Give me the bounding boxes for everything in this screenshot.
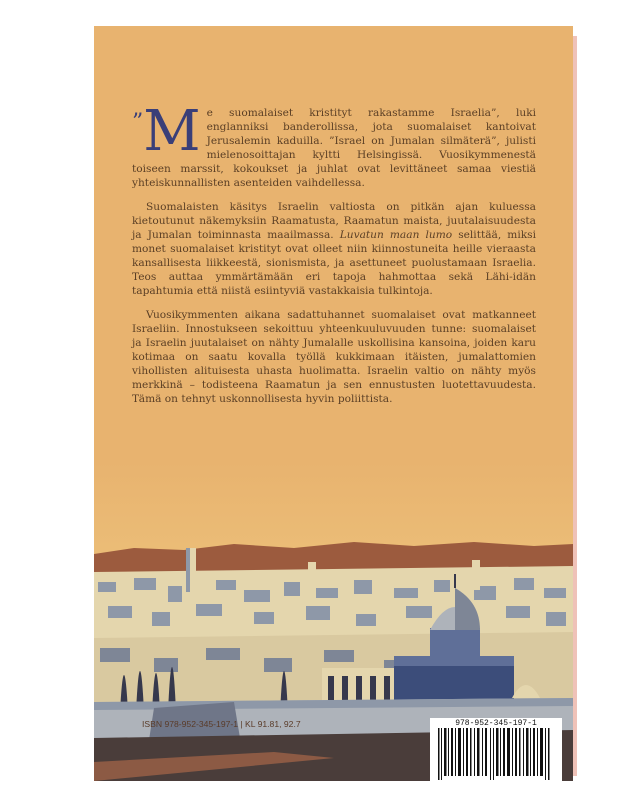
- tower-right: [472, 560, 480, 590]
- dropcap-letter: M: [143, 99, 201, 164]
- blurb-text: [132, 99, 536, 416]
- tower-center: [308, 562, 316, 596]
- barcode-bars: [430, 728, 562, 781]
- barcode-number: 978-952-345-197-1: [455, 719, 537, 728]
- isbn-classification: ISBN 978-952-345-197-1 | KL 91.81, 92.7: [142, 719, 301, 729]
- book-back-cover: [94, 26, 573, 781]
- blurb-paragraph-1: [132, 99, 536, 190]
- book-title-inline: Luvatun maan lumo: [339, 229, 453, 241]
- blurb-paragraph-2-text: Suomalaisten käsitys Israelin valtiosta on pitkän ajan kuluessa kietoutunut näkemyksiin Raamatusta, Raamatun maista, juutalaisuudesta ja Jumalan toiminnasta maailmassa.: [132, 201, 536, 241]
- blurb-paragraph-3-text: Vuosikymmenten aikana sadattuhannet suomalaiset ovat matkanneet Israeliin. Innostukseen sekoittuu yhteenkuuluvuuden tunne: suomalaiset ja Israelin juutalaiset on nähty Jumalalle uskollisina kansoina, joiden karu kotimaa on saatu kovalla työllä kukkimaan itäisten, jumalattomien vihollisten alituisesta uhasta huolimatta. Israelin valtio on nähty myös merkkinä – todisteena Raamatun ja sen ennustusten luotettavuudesta. Tämä on tehnyt uskonnollisesta hyvin poliittista.: [132, 309, 536, 405]
- barcode: [430, 718, 562, 781]
- opening-quote-mark: ”: [132, 110, 144, 135]
- blurb-paragraph-1-text: e suomalaiset kristityt rakastamme Israelia”, luki englanniksi banderollissa, jota suomalaiset kantoivat Jerusalemin kaduilla. ”Israel on Jumalan silmäterä”, julisti mielenosoittajan kyltti Helsingissä. Vuosikymmenestä toiseen marssit, kokoukset ja juhlat ovat levittäneet samaa viestiä yhteiskunnallisten asenteiden vaihdellessa.: [132, 107, 536, 189]
- blurb-paragraph-2: [132, 200, 536, 298]
- blurb-paragraph-2-cont: selittää, miksi monet suomalaiset kristityt ovat olleet niin kiinnostuneita heille vieraasta kansallisesta liikkeestä, sionismista, ja asettuneet puolustamaan Israelia. Teos auttaa ymmärtämään eri tapoja hahmottaa sekä Lähi-idän tapahtumia että niistä esiintyviä vastakkaisia tulkintoja.: [132, 229, 536, 297]
- blurb-paragraph-3: [132, 308, 536, 406]
